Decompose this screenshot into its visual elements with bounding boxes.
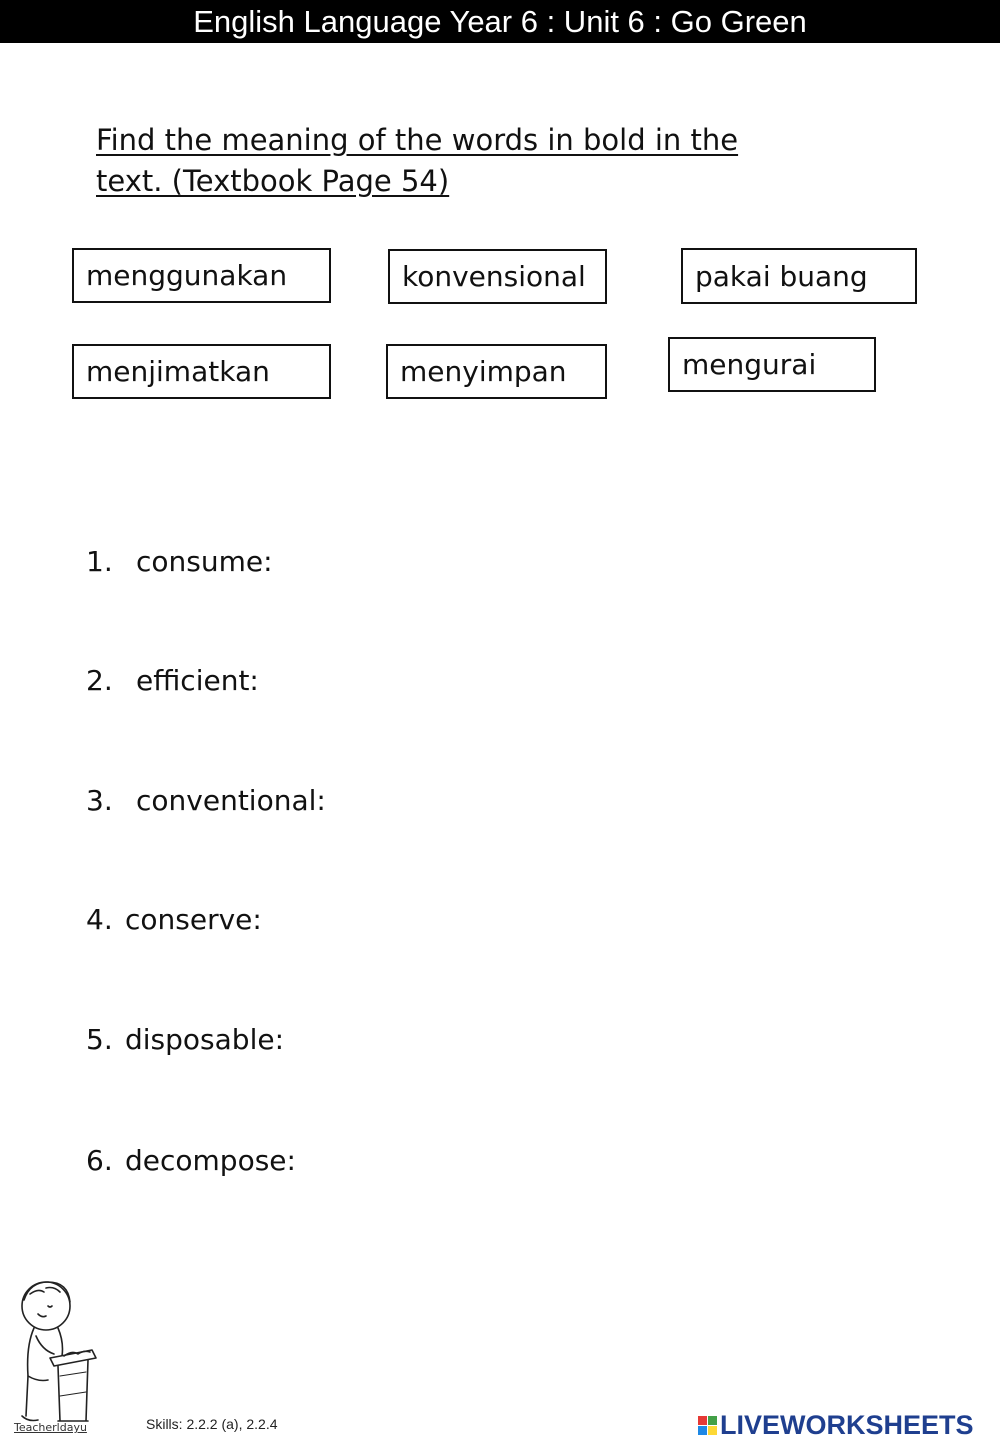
question-5 [86, 1023, 284, 1057]
question-number: 2. [86, 664, 113, 697]
question-word: conventional: [136, 784, 326, 817]
author-credit: Teacherldayu [14, 1421, 87, 1434]
question-6 [86, 1144, 296, 1178]
worksheet-title: English Language Year 6 : Unit 6 : Go Green [193, 4, 807, 39]
question-word: conserve: [125, 903, 262, 936]
word-box-konvensional[interactable]: konvensional [388, 249, 607, 304]
instruction-line-2: text. (Textbook Page 54) [96, 164, 450, 198]
liveworksheets-brand-text: LIVEWORKSHEETS [720, 1409, 974, 1440]
question-number: 6. [86, 1144, 113, 1177]
question-word: consume: [136, 545, 273, 578]
question-word: disposable: [125, 1023, 285, 1056]
question-number: 3. [86, 784, 113, 817]
question-1 [86, 545, 273, 579]
question-4 [86, 903, 262, 937]
header-bar [0, 0, 1000, 43]
word-box-mengurai[interactable]: mengurai [668, 337, 876, 392]
child-reading-illustration [8, 1276, 103, 1426]
instruction-text [96, 120, 796, 202]
instruction-line-1: Find the meaning of the words in bold in the [96, 123, 739, 157]
skills-label: Skills: 2.2.2 (a), 2.2.4 [146, 1416, 278, 1432]
question-number: 4. [86, 903, 113, 936]
liveworksheets-logo-icon [698, 1416, 717, 1435]
question-word: decompose: [125, 1144, 296, 1177]
word-box-menjimatkan[interactable]: menjimatkan [72, 344, 331, 399]
word-box-menyimpan[interactable]: menyimpan [386, 344, 607, 399]
question-number: 5. [86, 1023, 113, 1056]
liveworksheets-logo[interactable] [698, 1410, 974, 1440]
question-3 [86, 784, 326, 818]
word-box-menggunakan[interactable]: menggunakan [72, 248, 331, 303]
word-box-pakai-buang[interactable]: pakai buang [681, 248, 917, 304]
question-word: efficient: [136, 664, 259, 697]
question-2 [86, 664, 259, 698]
question-number: 1. [86, 545, 113, 578]
